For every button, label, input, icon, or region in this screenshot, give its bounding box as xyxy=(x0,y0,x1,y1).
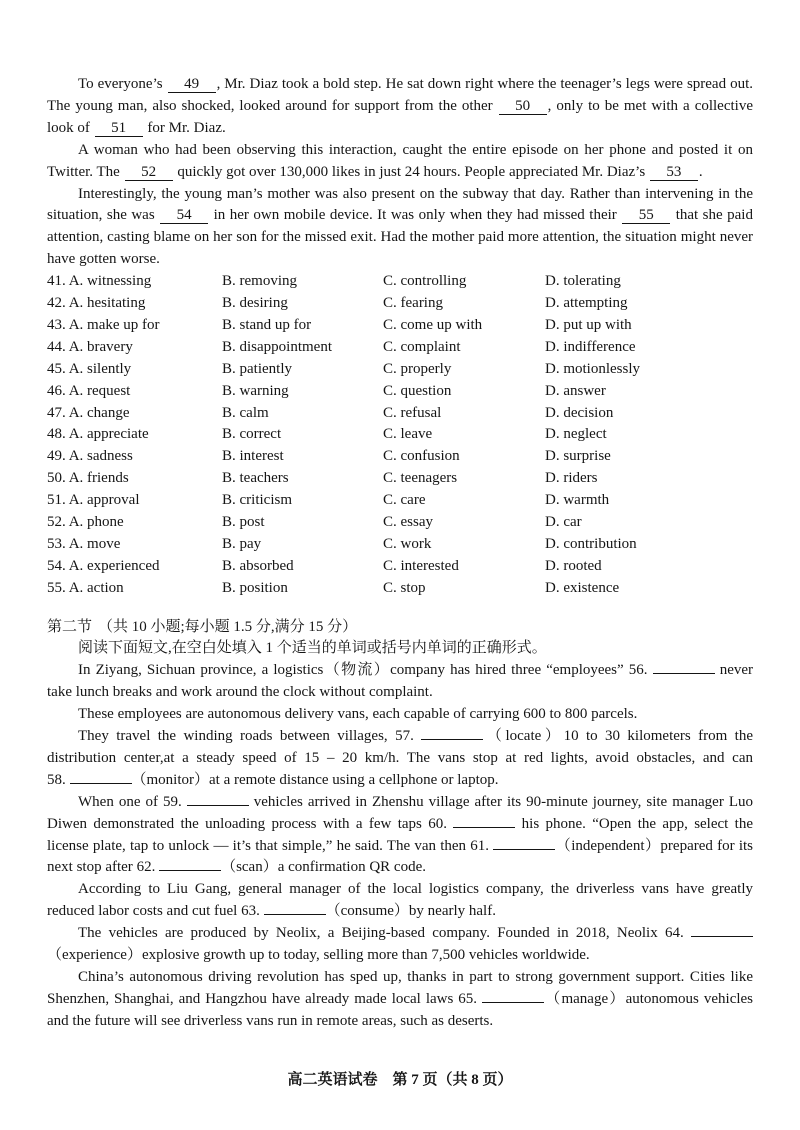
option-text: A. friends xyxy=(68,470,129,487)
option-text: B. criticism xyxy=(222,492,292,509)
option-b xyxy=(222,556,383,578)
option-d xyxy=(545,359,753,381)
option-text: A. request xyxy=(68,382,131,399)
question-number: 45. xyxy=(47,360,66,377)
text-run: （locate）10 to 30 kilometers from the distribution center,at a steady speed of 15 – 20 km/h. The vans stop at red lights, avoid obstacles, and can xyxy=(47,728,753,766)
paragraph xyxy=(47,923,753,967)
option-d xyxy=(545,424,753,446)
question-number: 46. xyxy=(47,382,66,399)
option-text: D. existence xyxy=(545,579,620,596)
text-run: （consume）by nearly half. xyxy=(325,903,496,920)
option-b xyxy=(222,468,383,490)
option-c xyxy=(383,534,545,556)
text-run: , Mr. Diaz took a bold step. He sat down right where the teenager’s legs were spread out. The young man, also shocked, looked around for support from the other xyxy=(47,76,753,114)
question-number: 51. xyxy=(47,492,66,509)
text-run: . xyxy=(698,163,703,180)
answer-line xyxy=(453,815,515,828)
option-text: A. bravery xyxy=(68,338,133,355)
text-run: These employees are autonomous delivery vans, each capable of carrying 600 to 800 parcels. xyxy=(78,706,638,723)
option-c xyxy=(383,337,545,359)
option-text: A. silently xyxy=(68,360,132,377)
option-a xyxy=(47,468,222,490)
text-run: （manage）autonomous vehicles and the future will see driverless vans run in remote areas, such as deserts. xyxy=(47,990,754,1029)
option-b xyxy=(222,446,383,468)
option-row xyxy=(47,381,753,403)
question-number: 44. xyxy=(47,338,66,355)
fill-blank xyxy=(137,859,222,875)
option-row xyxy=(47,271,753,293)
fill-blank xyxy=(665,925,753,941)
option-b xyxy=(222,490,383,512)
option-a xyxy=(47,556,222,578)
option-text: A. witnessing xyxy=(68,273,152,290)
paragraph xyxy=(47,792,753,880)
option-row xyxy=(47,315,753,337)
text-run: his phone. “Open the app, select the license plate, tap to unlock — it’s that simple,” he said. The van then xyxy=(47,815,754,854)
option-text: A. approval xyxy=(68,492,140,509)
option-row xyxy=(47,556,753,578)
cloze-blank: 53 xyxy=(650,164,698,181)
option-d xyxy=(545,468,753,490)
blank-number: 57. xyxy=(395,728,414,745)
cloze-options xyxy=(47,271,753,599)
option-text: B. position xyxy=(222,579,288,596)
option-text: A. hesitating xyxy=(68,295,146,312)
page-footer: 高二英语试卷 第 7 页（共 8 页） xyxy=(287,1072,513,1088)
option-text: D. put up with xyxy=(545,316,632,333)
question-number: 41. xyxy=(47,273,66,290)
question-number: 55. xyxy=(47,579,66,596)
text-run: （monitor）at a remote distance using a cellphone or laptop. xyxy=(131,771,499,788)
option-b xyxy=(222,403,383,425)
option-d xyxy=(545,293,753,315)
option-text: C. question xyxy=(383,382,452,399)
option-d xyxy=(545,381,753,403)
option-text: B. disappointment xyxy=(222,338,332,355)
option-text: D. car xyxy=(545,513,582,530)
option-text: D. answer xyxy=(545,382,606,399)
option-text: A. phone xyxy=(68,513,124,530)
text-run: Interestingly, the young man’s mother was also present on the subway that day. Rather than intervening in the situation, she was xyxy=(47,185,753,224)
option-text: A. sadness xyxy=(68,448,133,465)
option-b xyxy=(222,534,383,556)
grammar-fill-passage xyxy=(47,660,753,1032)
option-row xyxy=(47,446,753,468)
option-d xyxy=(545,446,753,468)
option-a xyxy=(47,293,222,315)
answer-line xyxy=(264,902,326,915)
option-text: D. attempting xyxy=(545,295,628,312)
option-text: C. teenagers xyxy=(383,470,458,487)
text-run: The vehicles are produced by Neolix, a Beijing-based company. Founded in 2018, Neolix xyxy=(78,925,665,942)
option-d xyxy=(545,403,753,425)
paragraph xyxy=(47,704,753,726)
blank-number: 64. xyxy=(665,925,684,942)
option-c xyxy=(383,468,545,490)
paragraph xyxy=(47,184,753,272)
option-text: C. fearing xyxy=(383,295,443,312)
option-row xyxy=(47,293,753,315)
option-text: C. stop xyxy=(383,579,426,596)
option-text: B. correct xyxy=(222,426,282,443)
option-a xyxy=(47,381,222,403)
question-number: 49. xyxy=(47,448,66,465)
fill-blank xyxy=(395,728,483,744)
text-run: In Ziyang, Sichuan province, a logistics（物流）company has hired three “employees” xyxy=(78,662,629,679)
option-text: C. come up with xyxy=(383,316,483,333)
paragraph xyxy=(47,74,753,140)
option-b xyxy=(222,337,383,359)
answer-line xyxy=(70,771,132,784)
option-text: C. refusal xyxy=(383,404,442,421)
option-text: C. leave xyxy=(383,426,433,443)
option-text: D. contribution xyxy=(545,535,637,552)
text-run: They travel the winding roads between villages, xyxy=(78,728,396,745)
cloze-blank: 49 xyxy=(168,76,216,93)
question-number: 54. xyxy=(47,557,66,574)
blank-number: 63. xyxy=(241,903,260,920)
option-text: A. appreciate xyxy=(68,426,149,443)
text-run: （scan）a confirmation QR code. xyxy=(221,859,427,876)
option-text: D. surprise xyxy=(545,448,611,465)
option-b xyxy=(222,359,383,381)
text-run: （independent）prepared for its next stop after xyxy=(47,837,753,876)
option-text: D. tolerating xyxy=(545,273,621,290)
option-a xyxy=(47,359,222,381)
option-row xyxy=(47,490,753,512)
question-number: 47. xyxy=(47,404,66,421)
option-d xyxy=(545,512,753,534)
answer-line xyxy=(653,661,715,674)
paragraph xyxy=(47,660,753,704)
option-text: C. essay xyxy=(383,513,433,530)
fill-blank xyxy=(428,816,515,832)
option-text: D. decision xyxy=(545,404,614,421)
cloze-blank: 50 xyxy=(499,98,547,115)
question-number: 48. xyxy=(47,426,66,443)
blank-number: 61. xyxy=(470,837,490,854)
question-number: 43. xyxy=(47,316,66,333)
text-run: When one of xyxy=(78,793,163,810)
option-a xyxy=(47,534,222,556)
option-c xyxy=(383,446,545,468)
fill-blank xyxy=(470,838,555,854)
option-text: C. properly xyxy=(383,360,452,377)
option-d xyxy=(545,534,753,556)
fill-blank xyxy=(629,662,715,678)
option-a xyxy=(47,578,222,600)
option-text: B. stand up for xyxy=(222,316,312,333)
option-text: C. confusion xyxy=(383,448,460,465)
fill-blank xyxy=(163,794,249,810)
paragraph xyxy=(47,967,753,1033)
fill-blank xyxy=(241,903,326,919)
text-run: （experience）explosive growth up to today, selling more than 7,500 vehicles worldwide. xyxy=(47,947,590,964)
option-b xyxy=(222,293,383,315)
blank-number: 62. xyxy=(136,859,156,876)
option-row xyxy=(47,534,753,556)
text-run: , only to be met with a collective look of xyxy=(47,97,753,136)
text-run: According to Liu Gang, general manager of the local logistics company, the driverless vans have greatly reduced labor costs and cut fuel xyxy=(47,881,753,920)
option-text: A. experienced xyxy=(68,557,160,574)
text-run: A woman who had been observing this interaction, caught the entire episode on her phone and posted it on Twitter. The xyxy=(47,141,753,180)
option-c xyxy=(383,424,545,446)
option-text: A. make up for xyxy=(68,316,160,333)
option-b xyxy=(222,578,383,600)
option-row xyxy=(47,578,753,600)
option-row xyxy=(47,337,753,359)
answer-line xyxy=(691,924,753,937)
option-a xyxy=(47,424,222,446)
section-score-note: （共 10 小题;每小题 1.5 分,满分 15 分） xyxy=(98,618,358,635)
text-run: in her own mobile device. It was only when they had missed their xyxy=(209,207,622,224)
option-a xyxy=(47,403,222,425)
fill-blank xyxy=(458,991,544,1007)
section-heading xyxy=(47,617,753,639)
option-text: C. work xyxy=(383,535,432,552)
question-number: 50. xyxy=(47,470,66,487)
option-text: D. neglect xyxy=(545,426,607,443)
cloze-blank: 54 xyxy=(160,207,208,224)
option-c xyxy=(383,578,545,600)
option-text: D. rooted xyxy=(545,557,602,574)
option-b xyxy=(222,271,383,293)
paragraph xyxy=(47,140,753,184)
option-text: D. riders xyxy=(545,470,598,487)
option-row xyxy=(47,424,753,446)
option-b xyxy=(222,381,383,403)
option-d xyxy=(545,556,753,578)
option-row xyxy=(47,403,753,425)
option-a xyxy=(47,446,222,468)
blank-number: 58. xyxy=(47,771,66,788)
section-title: 第二节 xyxy=(47,618,93,635)
option-a xyxy=(47,490,222,512)
section-instruction: 阅读下面短文,在空白处填入 1 个适当的单词或括号内单词的正确形式。 xyxy=(78,640,547,657)
option-d xyxy=(545,315,753,337)
option-row xyxy=(47,359,753,381)
answer-line xyxy=(187,793,249,806)
blank-number: 60. xyxy=(428,815,447,832)
option-text: C. controlling xyxy=(383,273,467,290)
blank-number: 59. xyxy=(162,793,182,810)
option-c xyxy=(383,556,545,578)
option-c xyxy=(383,293,545,315)
question-number: 53. xyxy=(47,535,66,552)
option-text: B. warning xyxy=(222,382,289,399)
option-d xyxy=(545,578,753,600)
option-text: B. absorbed xyxy=(222,557,294,574)
option-text: B. pay xyxy=(222,535,262,552)
cloze-blank: 55 xyxy=(622,207,670,224)
option-text: D. indifference xyxy=(545,338,636,355)
option-d xyxy=(545,337,753,359)
option-text: A. change xyxy=(68,404,130,421)
text-run: China’s autonomous driving revolution has sped up, thanks in part to strong government support. Cities like Shenzhen, Shanghai, and Hangzhou have already made local laws xyxy=(47,969,753,1007)
option-a xyxy=(47,315,222,337)
cloze-blank: 52 xyxy=(125,164,173,181)
option-text: B. removing xyxy=(222,273,297,290)
option-c xyxy=(383,381,545,403)
option-c xyxy=(383,490,545,512)
option-c xyxy=(383,359,545,381)
paragraph xyxy=(47,726,753,792)
option-b xyxy=(222,512,383,534)
cloze-passage xyxy=(47,74,753,271)
answer-line xyxy=(482,990,544,1003)
option-b xyxy=(222,315,383,337)
text-run: for Mr. Diaz. xyxy=(143,119,226,136)
option-text: C. interested xyxy=(383,557,459,574)
option-a xyxy=(47,337,222,359)
option-text: A. move xyxy=(68,535,121,552)
option-d xyxy=(545,271,753,293)
question-number: 42. xyxy=(47,295,66,312)
option-text: B. patiently xyxy=(222,360,292,377)
option-row xyxy=(47,512,753,534)
option-text: D. warmth xyxy=(545,492,610,509)
answer-line xyxy=(159,858,221,871)
option-a xyxy=(47,271,222,293)
blank-number: 65. xyxy=(458,990,478,1007)
blank-number: 56. xyxy=(628,662,648,679)
option-c xyxy=(383,315,545,337)
cloze-blank: 51 xyxy=(95,120,143,137)
option-text: B. teachers xyxy=(222,470,289,487)
option-text: C. complaint xyxy=(383,338,461,355)
option-c xyxy=(383,403,545,425)
answer-line xyxy=(493,837,555,850)
option-text: D. motionlessly xyxy=(545,360,641,377)
question-number: 52. xyxy=(47,513,66,530)
option-a xyxy=(47,512,222,534)
text-run: quickly got over 130,000 likes in just 24 hours. People appreciated Mr. Diaz’s xyxy=(173,163,649,180)
option-text: A. action xyxy=(68,579,124,596)
option-c xyxy=(383,512,545,534)
option-text: B. interest xyxy=(222,448,284,465)
answer-line xyxy=(421,727,483,740)
option-text: B. desiring xyxy=(222,295,288,312)
text-run: vehicles arrived in Zhenshu village after its 90-minute journey, site manager Luo Diwen demonstrated the unloading process with a few taps xyxy=(47,793,753,832)
option-row xyxy=(47,468,753,490)
text-run: To everyone’s xyxy=(78,76,167,92)
text-run: that she paid attention, casting blame on her son for the missed exit. Had the mother paid more attention, the situation might never have gotten worse. xyxy=(47,207,753,268)
option-text: B. calm xyxy=(222,404,269,421)
text-run: never take lunch breaks and work around the clock without complaint. xyxy=(47,662,754,701)
option-text: C. care xyxy=(383,492,426,509)
option-c xyxy=(383,271,545,293)
option-text: B. post xyxy=(222,513,265,530)
option-d xyxy=(545,490,753,512)
option-b xyxy=(222,424,383,446)
fill-blank xyxy=(47,772,132,788)
paragraph xyxy=(47,879,753,923)
